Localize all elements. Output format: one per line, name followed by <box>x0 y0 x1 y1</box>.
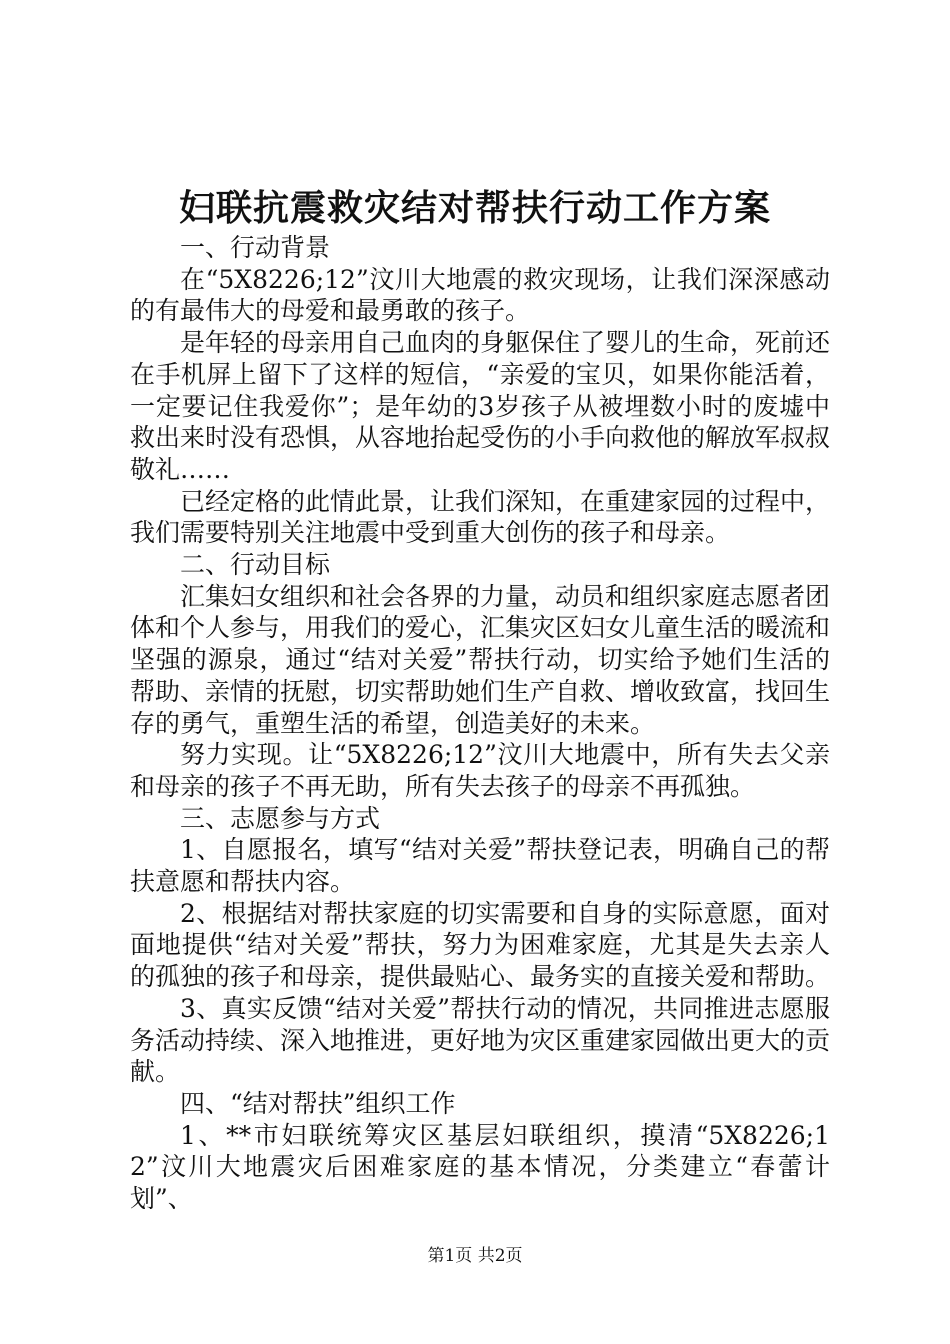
paragraph: 努力实现。让“5X8226;12”汶川大地震中，所有失去父亲和母亲的孩子不再无助，所有失去孩子的母亲不再孤独。 <box>130 740 830 801</box>
paragraph: 1、自愿报名，填写“结对关爱”帮扶登记表，明确自己的帮扶意愿和帮扶内容。 <box>130 835 830 897</box>
document-title: 妇联抗震救灾结对帮扶行动工作方案 <box>178 187 771 229</box>
page-number: 第1页 共2页 <box>427 1246 523 1266</box>
paragraph: 已经定格的此情此景，让我们深知，在重建家园的过程中，我们需要特别关注地震中受到重大创伤的孩子和母亲。 <box>130 486 831 548</box>
paragraph: 2、根据结对帮扶家庭的切实需要和自身的实际意愿，面对面地提供“结对关爱”帮扶，努力为困难家庭，尤其是失去亲人的孤独的孩子和母亲，提供最贴心、最务实的直接关爱和帮助。 <box>130 898 831 992</box>
paragraph: 在“5X8226;12”汶川大地震的救灾现场，让我们深深感动的有最伟大的母爱和最勇敢的孩子。 <box>130 264 830 326</box>
paragraph: 3、真实反馈“结对关爱”帮扶行动的情况，共同推进志愿服务活动持续、深入地推进，更好地为灾区重建家园做出更大的贡献。 <box>130 993 831 1087</box>
section-heading: 二、行动目标 <box>180 550 331 580</box>
paragraph: 1、**市妇联统筹灾区基层妇联组织，摸清“5X8226;12”汶川大地震灾后困难家庭的基本情况，分类建立“春蕾计划”、 <box>130 1120 830 1214</box>
document-body <box>130 232 830 1215</box>
paragraph: 汇集妇女组织和社会各界的力量，动员和组织家庭志愿者团体和个人参与，用我们的爱心，汇集灾区妇女儿童生活的暖流和坚强的源泉，通过“结对关爱”帮扶行动，切实给予她们生活的帮助、亲情的抚慰，切实帮助她们生产自救、增收致富，找回生存的勇气，重塑生活的希望，创造美好的未来。 <box>130 581 831 738</box>
paragraph: 是年轻的母亲用自己血肉的身躯保住了婴儿的生命，死前还在手机屏上留下了这样的短信，“亲爱的宝贝，如果你能活着，一定要记住我爱你”；是年幼的3岁孩子从被埋数小时的废墟中救出来时没有恐惧，从容地抬起受伤的小手向救他的解放军叔叔敬礼…… <box>130 328 831 484</box>
section-heading: 四、“结对帮扶”组织工作 <box>180 1088 456 1118</box>
section-heading: 一、行动背景 <box>180 233 331 262</box>
section-heading: 三、志愿参与方式 <box>180 803 381 833</box>
